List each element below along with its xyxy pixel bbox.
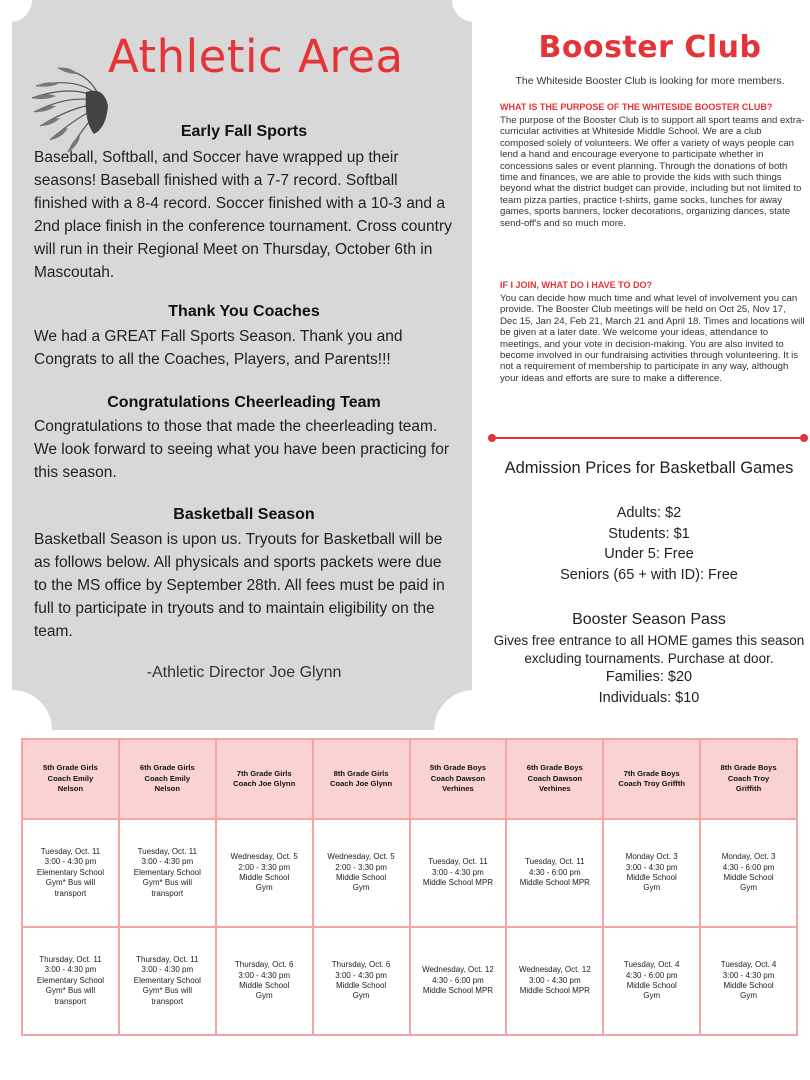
cell-line: transport (151, 888, 184, 898)
schedule-cell (119, 819, 216, 927)
divider-dot-right (800, 434, 808, 442)
header-line: Coach Dawson (527, 773, 583, 783)
header-line: 8th Grade Boys (720, 763, 777, 773)
cell-line: Tuesday, Oct. 11 (40, 846, 101, 856)
section-heading-thank-coaches: Thank You Coaches (168, 303, 320, 320)
cell-line: 3:00 - 4:30 pm (141, 965, 194, 975)
schedule-body (22, 819, 797, 1035)
header-line: 6th Grade Girls (139, 763, 195, 773)
cell-line: Middle School (723, 873, 774, 882)
divider-dot-left (488, 434, 496, 442)
cell-line: 3:00 - 4:30 pm (625, 862, 678, 872)
header-line: Verhines (442, 784, 474, 794)
schedule-cell (506, 927, 603, 1035)
cell-line: Tuesday, Oct. 4 (720, 960, 777, 970)
price-students: Students: $1 (608, 526, 690, 542)
cell-line: Gym (352, 991, 370, 1001)
schedule-header-cell (313, 739, 410, 819)
cell-line: Tuesday, Oct. 4 (623, 960, 680, 970)
schedule-header-cell (119, 739, 216, 819)
price-adults: Adults: $2 (616, 505, 682, 521)
schedule-cell (313, 927, 410, 1035)
section-heading-early-fall: Early Fall Sports (180, 123, 308, 140)
cell-line: Tuesday, Oct. 11 (137, 846, 198, 856)
schedule-cell (22, 819, 119, 927)
header-line: Coach Joe Glynn (233, 779, 296, 788)
schedule-cell (410, 927, 507, 1035)
cell-line: Gym (643, 883, 661, 893)
section-body-thank-coaches: We had a GREAT Fall Sports Season. Thank you and Congrats to all the Coaches, Players, and Parents!!! (34, 328, 403, 368)
cell-line: transport (54, 888, 87, 898)
schedule-cell (119, 927, 216, 1035)
cell-line: 3:00 - 4:30 pm (141, 857, 194, 867)
cell-line: Wednesday, Oct. 12 (518, 965, 591, 975)
cell-line: transport (151, 996, 184, 1006)
cell-line: Wednesday, Oct. 5 (327, 852, 395, 862)
header-line: 6th Grade Boys (526, 763, 583, 773)
cell-line: Gym* Bus will (142, 986, 192, 996)
schedule-header-cell (700, 739, 797, 819)
schedule-cell (313, 819, 410, 927)
schedule-header-cell (22, 739, 119, 819)
cell-line: Tuesday, Oct. 11 (428, 857, 488, 867)
header-line: Coach Emily (144, 773, 191, 783)
header-line: 7th Grade Girls (236, 768, 292, 778)
header-line: Coach Emily (47, 773, 94, 783)
section-heading-cheerleading: Congratulations Cheerleading Team (107, 394, 381, 411)
table-row (22, 819, 797, 927)
cell-line: Gym (740, 991, 757, 1001)
cell-line: 3:00 - 4:30 pm (44, 965, 97, 975)
cell-line: Gym (643, 991, 661, 1001)
cell-line: Gym (255, 991, 273, 1001)
cell-line: 4:30 - 6:00 pm (722, 862, 775, 872)
schedule-header-cell (410, 739, 507, 819)
athletic-panel (12, 0, 472, 730)
header-line: 5th Grade Girls (43, 763, 98, 773)
cell-line: 4:30 - 6:00 pm (625, 970, 678, 980)
cell-line: Wednesday, Oct. 5 (230, 852, 298, 862)
cell-line: 2:00 - 3:30 pm (335, 862, 387, 872)
cell-line: Middle School MPR (422, 878, 494, 888)
booster-club-title: Booster Club (538, 30, 762, 65)
cell-line: Tuesday, Oct. 11 (525, 857, 585, 867)
cell-line: Monday, Oct. 3 (721, 852, 776, 862)
cell-line: 3:00 - 4:30 pm (335, 970, 387, 980)
cell-line: Thursday, Oct. 6 (234, 960, 294, 970)
cell-line: Middle School (626, 981, 677, 990)
section-heading-basketball: Basketball Season (173, 506, 315, 523)
schedule-cell (216, 927, 313, 1035)
schedule-cell (506, 819, 603, 927)
cell-line: 4:30 - 6:00 pm (432, 975, 484, 985)
cell-line: 2:00 - 3:30 pm (238, 862, 290, 872)
cell-line: Thursday, Oct. 11 (39, 954, 102, 964)
header-line: Verhines (538, 784, 571, 794)
schedule-header-cell (506, 739, 603, 819)
header-line: Nelson (57, 784, 84, 794)
cell-line: Elementary School (133, 867, 201, 877)
cell-line: 3:00 - 4:30 pm (722, 970, 775, 980)
schedule-cell (410, 819, 507, 927)
header-line: 5th Grade Boys (429, 763, 486, 773)
schedule-header-cell (603, 739, 700, 819)
tryout-schedule-table (21, 738, 798, 1036)
booster-answer-purpose: The purpose of the Booster Club is to support all sport teams and extra-curricular activities at Whiteside Middle School. We are a club composed solely of volunteers. We offer a variety of ways people can lend a hand and encourage everyone to participate whether in concessions sales or event planning. Through the donations of both time and finances, we are able to provide the kids with such things beyond what the district budget can provide, including but not limited to team pizza parties, practice t-shirts, game socks, lunches for away games, sports banners, locker decorations, organizing dances, state send-off's and so much more. (500, 115, 805, 229)
cell-line: 3:00 - 4:30 pm (432, 867, 484, 877)
cell-line: Elementary School (36, 975, 105, 985)
header-line: 7th Grade Boys (623, 768, 680, 778)
table-row (22, 927, 797, 1035)
header-line: Coach Troy (727, 773, 770, 783)
cell-line: Monday Oct. 3 (625, 852, 678, 862)
price-seniors: Seniors (65 + with ID): Free (560, 567, 738, 583)
cell-line: Gym (352, 883, 370, 893)
cell-line: Elementary School (133, 975, 201, 985)
cell-line: Thursday, Oct. 6 (331, 960, 391, 970)
divider-line (492, 437, 804, 439)
cell-line: Middle School (239, 981, 290, 990)
schedule-cell (700, 819, 797, 927)
header-line: Coach Joe Glynn (330, 779, 393, 788)
schedule-cell (216, 819, 313, 927)
price-under-five: Under 5: Free (604, 546, 694, 562)
booster-answer-join: You can decide how much time and what level of involvement you can provide. The Booster Club meetings will be held on Oct 25, Nov 17, Dec 15, Jan 24, Feb 21, March 21 and April 18. Times and locations will be given at a later date. We welcome your ideas, attendance to meetings, and your vote in decision-making. You are also invited to become involved in our fundraising activities through volunteering. It is not a requirement of membership to participate in any way, although your ideas and efforts are sure to make a difference. (500, 293, 805, 384)
header-line: Coach Troy Griffth (618, 779, 686, 788)
cell-line: Middle School (723, 981, 774, 990)
booster-question-purpose: WHAT IS THE PURPOSE OF THE WHITESIDE BOOSTER CLUB? (500, 102, 773, 112)
cell-line: 3:00 - 4:30 pm (529, 975, 581, 985)
cell-line: Middle School (239, 873, 290, 882)
cell-line: Elementary School (36, 867, 105, 877)
cell-line: transport (54, 996, 87, 1006)
booster-intro: The Whiteside Booster Club is looking for more members. (515, 75, 785, 87)
season-pass-title: Booster Season Pass (572, 611, 726, 628)
pass-price-individuals: Individuals: $10 (598, 690, 700, 706)
booster-question-join: IF I JOIN, WHAT DO I HAVE TO DO? (500, 280, 653, 290)
cell-line: Middle School (626, 873, 677, 882)
cell-line: Gym* Bus will (45, 986, 96, 996)
cell-line: Wednesday, Oct. 12 (422, 965, 494, 975)
cell-line: 3:00 - 4:30 pm (44, 857, 97, 867)
header-line: Coach Dawson (430, 773, 486, 783)
admission-title: Admission Prices for Basketball Games (504, 459, 794, 477)
cell-line: Middle School (335, 873, 387, 882)
cell-line: Middle School (335, 981, 387, 990)
cell-line: Middle School MPR (519, 878, 590, 888)
schedule-cell (22, 927, 119, 1035)
section-body-early-fall: Baseball, Softball, and Soccer have wrapped up their seasons! Baseball finished with a 7-7 record. Softball finished with a 8-4 record. Soccer finished with a 10-3 and a 2nd place finish in the conference tournament. Cross country will run in their Regional Meet on Thursday, October 6th in Mascoutah. (34, 149, 452, 281)
schedule-cell (700, 927, 797, 1035)
cell-line: Middle School MPR (422, 986, 494, 996)
cell-line: Gym* Bus will (45, 878, 96, 888)
cell-line: 4:30 - 6:00 pm (529, 867, 581, 877)
pass-price-families: Families: $20 (605, 669, 693, 685)
athletic-director-signature: -Athletic Director Joe Glynn (146, 664, 342, 681)
section-body-cheerleading: Congratulations to those that made the cheerleading team. We look forward to seeing what you have been practicing for this season. (34, 418, 450, 481)
header-line: Griffith (735, 784, 762, 794)
section-body-basketball: Basketball Season is upon us. Tryouts for Basketball will be as follows below. All physicals and sports packets were due to the MS office by September 28th. All fees must be paid in full to participate in tryouts and to maintain eligibility on the team. (34, 531, 445, 640)
section-divider (488, 432, 808, 444)
season-pass-description: Gives free entrance to all HOME games this season excluding tournaments. Purchase at door. (493, 633, 805, 666)
cell-line: Gym* Bus will (142, 878, 192, 888)
athletic-title: Athletic Area (108, 30, 404, 83)
schedule-header-cell (216, 739, 313, 819)
cell-line: 3:00 - 4:30 pm (238, 970, 290, 980)
native-headdress-icon (28, 56, 110, 156)
schedule-cell (603, 819, 700, 927)
schedule-cell (603, 927, 700, 1035)
header-line: Nelson (154, 784, 180, 794)
cell-line: Gym (255, 883, 273, 893)
cell-line: Middle School MPR (519, 986, 590, 996)
header-line: 8th Grade Girls (333, 768, 389, 778)
cell-line: Gym (740, 883, 757, 893)
cell-line: Thursday, Oct. 11 (136, 954, 199, 964)
schedule-header-row (22, 739, 797, 819)
